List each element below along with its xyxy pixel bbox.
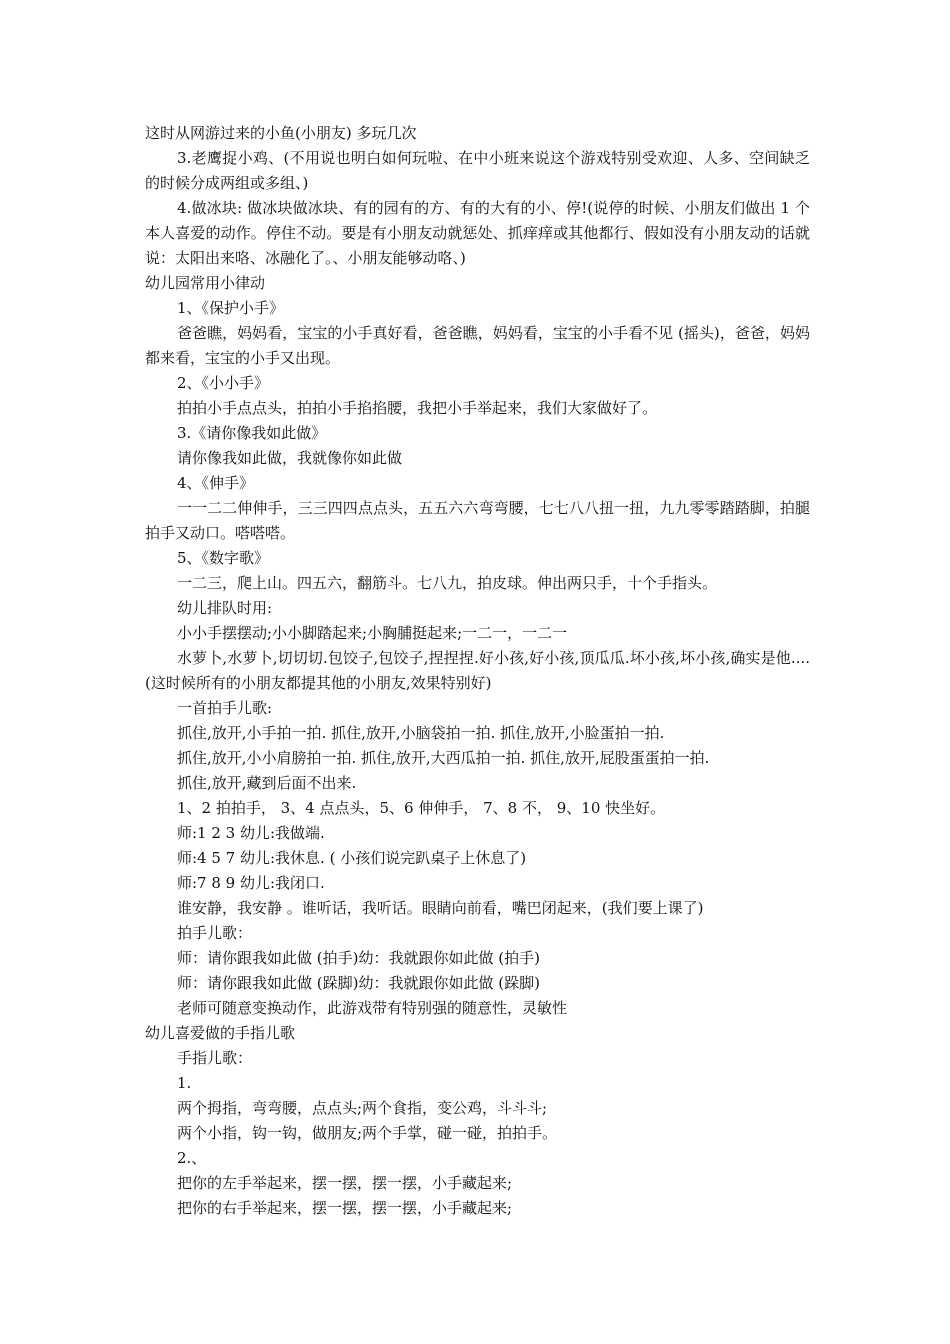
paragraph: 一一二二伸伸手，三三四四点点头，五五六六弯弯腰，七七八八扭一扭，九九零零踏踏脚，拍腿拍手又动口。嗒嗒嗒。	[145, 499, 810, 542]
paragraph: 拍手儿歌：	[177, 924, 253, 942]
paragraph: 这时从网游过来的小鱼(小朋友) 多玩几次	[145, 124, 417, 142]
section-heading: 幼儿园常用小律动	[145, 274, 266, 292]
paragraph: 水萝卜,水萝卜,切切切.包饺子,包饺子,捏捏捏.好小孩,好小孩,顶瓜瓜.坏小孩,坏小孩,确实是他....(这时候所有的小朋友都提其他的小朋友,效果特别好)	[145, 649, 810, 692]
paragraph: 3.老鹰捉小鸡、(不用说也明白如何玩啦、在中小班来说这个游戏特别受欢迎、人多、空间缺乏的时候分成两组或多组、)	[145, 149, 810, 192]
paragraph: 师：请你跟我如此做 (拍手)幼：我就跟你如此做 (拍手)	[177, 949, 540, 967]
paragraph: 拍拍小手点点头，拍拍小手掐掐腰，我把小手举起来，我们大家做好了。	[177, 399, 658, 417]
paragraph: 1.	[177, 1074, 192, 1092]
item-title: 2、《小小手》	[177, 374, 270, 392]
paragraph: 爸爸瞧，妈妈看，宝宝的小手真好看，爸爸瞧，妈妈看，宝宝的小手看不见 (摇头)，爸爸，妈妈都来看，宝宝的小手又出现。	[145, 324, 810, 367]
paragraph: 手指儿歌：	[177, 1049, 253, 1067]
paragraph: 2.、	[177, 1149, 207, 1167]
item-title: 4、《伸手》	[177, 474, 255, 492]
paragraph: 师：请你跟我如此做 (跺脚)幼：我就跟你如此做 (跺脚)	[177, 974, 540, 992]
document-page	[145, 121, 810, 1221]
paragraph: 1、2 拍拍手， 3、4 点点头，5、6 伸伸手， 7、8 不， 9、10 快坐好。	[177, 799, 666, 817]
paragraph: 抓住,放开,小小肩膀拍一拍. 抓住,放开,大西瓜拍一拍. 抓住,放开,屁股蛋蛋拍一拍.	[177, 749, 710, 767]
paragraph: 师:7 8 9 幼儿:我闭口.	[177, 874, 325, 892]
item-title: 3.《请你像我如此做》	[177, 424, 327, 442]
paragraph: 两个小指，钩一钩，做朋友;两个手掌，碰一碰，拍拍手。	[177, 1124, 558, 1142]
item-title: 5、《数字歌》	[177, 549, 270, 567]
paragraph: 老师可随意变换动作，此游戏带有特别强的随意性，灵敏性	[177, 999, 568, 1017]
paragraph: 师:4 5 7 幼儿:我休息. ( 小孩们说完趴桌子上休息了)	[177, 849, 527, 867]
paragraph: 请你像我如此做，我就像你如此做	[177, 449, 403, 467]
paragraph: 谁安静，我安静 。谁听话，我听话。眼睛向前看，嘴巴闭起来，(我们要上课了)	[177, 899, 704, 917]
paragraph: 把你的左手举起来，摆一摆，摆一摆，小手藏起来;	[177, 1174, 513, 1192]
paragraph: 一二三，爬上山。四五六，翻筋斗。七八九，拍皮球。伸出两只手，十个手指头。	[177, 574, 718, 592]
item-title: 1、《保护小手》	[177, 299, 285, 317]
section-heading: 幼儿喜爱做的手指儿歌	[145, 1024, 296, 1042]
paragraph: 抓住,放开,藏到后面不出来.	[177, 774, 357, 792]
paragraph: 抓住,放开,小手拍一拍. 抓住,放开,小脑袋拍一拍. 抓住,放开,小脸蛋拍一拍.	[177, 724, 665, 742]
paragraph: 两个拇指，弯弯腰，点点头;两个食指，变公鸡，斗斗斗;	[177, 1099, 548, 1117]
paragraph: 师:1 2 3 幼儿:我做端.	[177, 824, 325, 842]
paragraph: 把你的右手举起来，摆一摆，摆一摆，小手藏起来;	[177, 1199, 513, 1217]
paragraph: 小小手摆摆动;小小脚踏起来;小胸脯挺起来;一二一，一二一	[177, 624, 568, 642]
paragraph: 一首拍手儿歌:	[177, 699, 273, 717]
paragraph: 4.做冰块: 做冰块做冰块、有的园有的方、有的大有的小、停!(说停的时候、小朋友们做出 1 个本人喜爱的动作。停住不动。要是有小朋友动就惩处、抓痒痒或其他都行、假如没有小朋友动的话就说：太阳出来咯、冰融化了。、小朋友能够动咯、)	[145, 199, 810, 267]
paragraph: 幼儿排队时用:	[177, 599, 273, 617]
